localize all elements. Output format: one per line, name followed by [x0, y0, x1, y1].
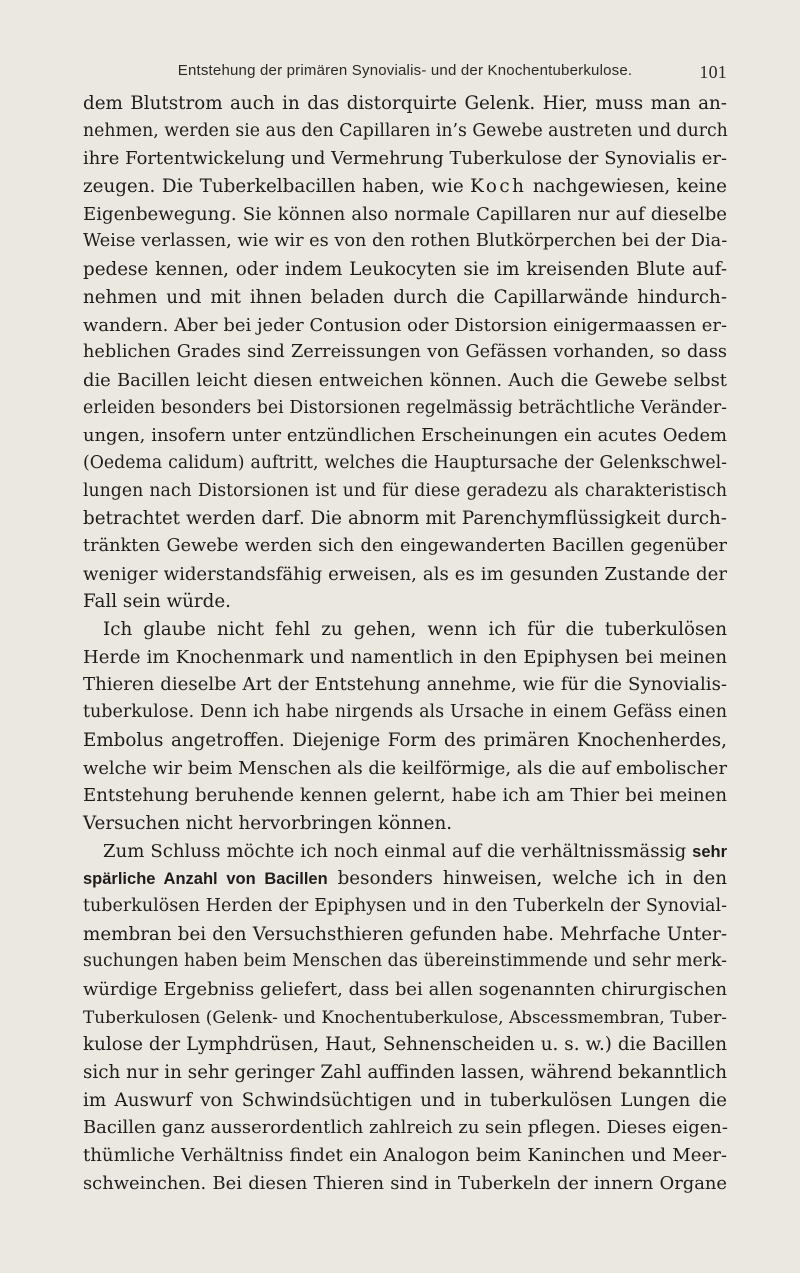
text-line: kulose der Lymphdrüsen, Haut, Sehnenscheiden u. s. w.) die Bacillen — [83, 1034, 727, 1056]
text-line: betrachtet werden darf. Die abnorm mit Parenchymflüssigkeit durch- — [83, 508, 727, 530]
text-line: würdige Ergebniss geliefert, dass bei allen sogenannten chirurgischen — [83, 979, 727, 1000]
text-line: Eigenbewegung. Sie können also normale Capillaren nur auf dieselbe — [83, 203, 727, 225]
text-line: ihre Fortentwickelung und Vermehrung Tuberkulose der Synovialis er- — [83, 148, 727, 170]
text-line: ungen, insofern unter entzündlichen Erscheinungen ein acutes Oedem — [83, 425, 727, 447]
text-line: zeugen. Die Tuberkelbacillen haben, wie Koch nachgewiesen, keine — [83, 176, 727, 198]
text-line: thümliche Verhältniss findet ein Analogon beim Kaninchen und Meer- — [83, 1145, 727, 1167]
text-line: Versuchen nicht hervorbringen können. — [83, 812, 453, 834]
text-line: Embolus angetroffen. Diejenige Form des primären Knochenherdes, — [83, 729, 727, 751]
emphasis-text: spärliche Anzahl von Bacillen — [83, 870, 328, 889]
text-line: Herde im Knochenmark und namentlich in den Epiphysen bei meinen — [83, 646, 727, 668]
text-line: lungen nach Distorsionen ist und für diese geradezu als charakteristisch — [83, 480, 727, 501]
text-line: spärliche Anzahl von Bacillen besonders hinweisen, welche ich in den — [83, 868, 727, 890]
text-line: heblichen Grades sind Zerreissungen von Gefässen vorhanden, so dass — [83, 342, 727, 363]
text-line: Fall sein würde. — [83, 591, 231, 613]
text-line: im Auswurf von Schwindsüchtigen und in tuberkulösen Lungen die — [83, 1089, 727, 1111]
text-line: Bacillen ganz ausserordentlich zahlreich zu sein pflegen. Dieses eigen- — [83, 1117, 728, 1139]
text-line: Tuberkulosen (Gelenk- und Knochentuberkulose, Abscessmembran, Tuber- — [83, 1006, 727, 1027]
text-line: welche wir beim Menschen als die keilförmige, als die auf embolischer — [83, 757, 727, 779]
body-text — [83, 90, 727, 1198]
text-line: schweinchen. Bei diesen Thieren sind in Tuberkeln der innern Organe — [83, 1172, 727, 1194]
text-line: tuberkulose. Denn ich habe nirgends als Ursache in einem Gefäss einen — [83, 702, 727, 723]
text-line: tuberkulösen Herden der Epiphysen und in den Tuberkeln der Synovial- — [83, 895, 727, 916]
text-line: erleiden besonders bei Distorsionen regelmässig beträchtliche Veränder- — [83, 397, 727, 418]
text-line: membran bei den Versuchsthieren gefunden habe. Mehrfache Unter- — [83, 923, 727, 945]
text-line: die Bacillen leicht diesen entweichen können. Auch die Gewebe selbst — [83, 369, 727, 391]
text-line: (Oedema calidum) auftritt, welches die Hauptursache der Gelenkschwel- — [83, 452, 727, 473]
book-page — [0, 62, 800, 1273]
text-line: Ich glaube nicht fehl zu gehen, wenn ich für die tuberkulösen — [103, 619, 727, 641]
text-line: weniger widerstandsfähig erweisen, als es im gesunden Zustande der — [83, 563, 727, 585]
text-line: Thieren dieselbe Art der Entstehung annehme, wie für die Synovialis- — [83, 674, 727, 696]
text-line: tränkten Gewebe werden sich den eingewanderten Bacillen gegenüber — [83, 536, 727, 556]
author-name: Koch — [470, 176, 527, 198]
text-line: dem Blutstrom auch in das distorquirte Gelenk. Hier, muss man an- — [83, 93, 727, 114]
text-line: Weise verlassen, wie wir es von den rothen Blutkörperchen bei der Dia- — [83, 231, 728, 252]
text-line: Entstehung beruhende kennen gelernt, habe ich am Thier bei meinen — [83, 785, 727, 807]
text-line: nehmen, werden sie aus den Capillaren in’s Gewebe austreten und durch — [83, 120, 728, 141]
text-line: sich nur in sehr geringer Zahl auffinden lassen, während bekanntlich — [83, 1062, 727, 1084]
running-head — [83, 62, 727, 86]
text-line: nehmen und mit ihnen beladen durch die Capillarwände hindurch- — [83, 286, 727, 308]
emphasis-text: sehr — [692, 842, 727, 861]
text-line: wandern. Aber bei jeder Contusion oder Distorsion einigermaassen er- — [83, 314, 727, 336]
text-line: Zum Schluss möchte ich noch einmal auf die verhältnissmässig sehr — [103, 840, 727, 862]
running-head-title: Entstehung der primären Synovialis- und der Knochentuberkulose. — [177, 62, 633, 79]
page-number: 101 — [699, 62, 727, 82]
text-line: suchungen haben beim Menschen das übereinstimmende und sehr merk- — [83, 951, 727, 972]
text-line: pedese kennen, oder indem Leukocyten sie im kreisenden Blute auf- — [83, 259, 727, 281]
